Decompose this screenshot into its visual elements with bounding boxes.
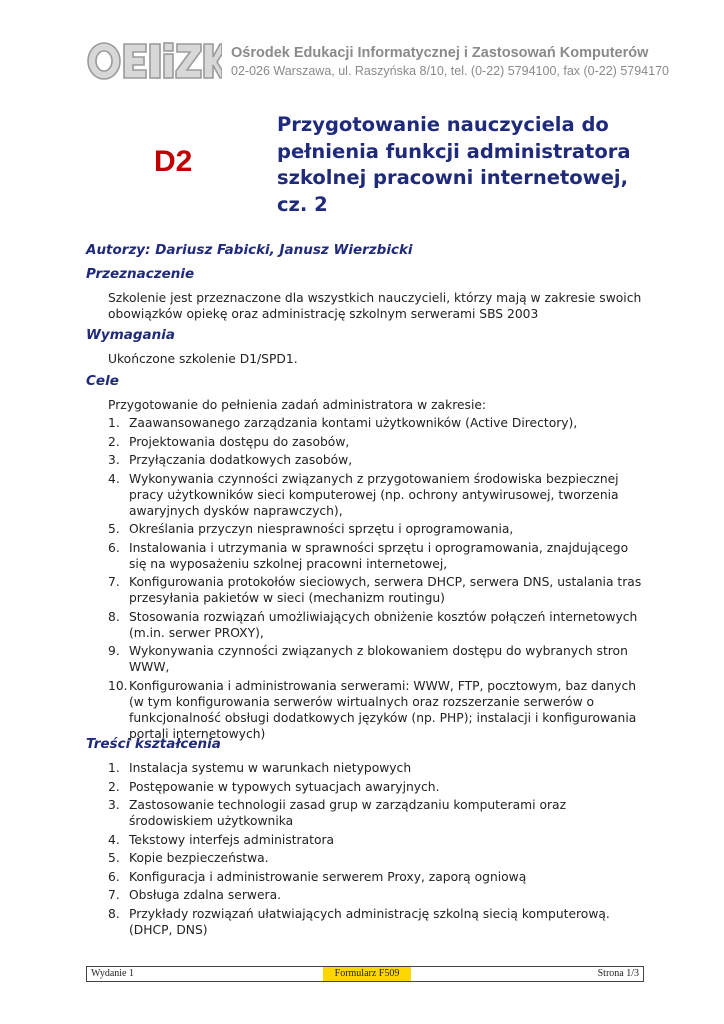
oeiizk-logo xyxy=(86,40,222,82)
list-item xyxy=(108,797,648,829)
list-item-number: 2. xyxy=(108,779,120,794)
list-item-text: Obsługa zdalna serwera. xyxy=(129,888,282,902)
list-item-number: 6. xyxy=(108,869,120,884)
list-item-number: 5. xyxy=(108,522,120,536)
list-item xyxy=(108,869,648,885)
list-item-text: Kopie bezpieczeństwa. xyxy=(129,851,269,865)
section-heading-cele: Cele xyxy=(86,373,119,389)
list-item-number: 5. xyxy=(108,851,120,865)
list-item xyxy=(108,643,648,675)
list-item xyxy=(108,678,648,742)
wymagania-text: Ukończone szkolenie D1/SPD1. xyxy=(108,352,298,366)
section-heading-wymagania: Wymagania xyxy=(86,327,175,343)
list-item-number: 1. xyxy=(108,761,120,775)
section-heading-tresci: Treści kształcenia xyxy=(86,736,221,752)
list-item-number: 6. xyxy=(108,540,120,555)
list-item xyxy=(108,574,648,606)
list-item-text: Konfiguracja i administrowanie serwerem Proxy, zaporą ogniową xyxy=(129,869,527,884)
list-item-number: 8. xyxy=(108,609,120,624)
list-item xyxy=(108,452,648,468)
section-heading-przeznaczenie: Przeznaczenie xyxy=(86,266,195,282)
list-item xyxy=(108,850,648,866)
page-number-label: Strona 1/3 xyxy=(597,968,639,979)
list-item xyxy=(108,779,648,795)
authors-line: Autorzy: Dariusz Fabicki, Janusz Wierzbicki xyxy=(86,242,413,258)
list-item-number: 10. xyxy=(108,678,128,693)
list-item-number: 3. xyxy=(108,798,120,812)
list-item xyxy=(108,540,648,572)
list-item xyxy=(108,887,648,903)
list-item xyxy=(108,415,648,431)
cele-list xyxy=(108,415,648,744)
list-item-text: Projektowania dostępu do zasobów, xyxy=(129,434,350,449)
przeznaczenie-text: Szkolenie jest przeznaczone dla wszystkich nauczycieli, którzy mają w zakresie swoich obowiązków opiekę oraz administrację szkolnym serwerami SBS 2003 xyxy=(108,291,642,321)
list-item-text: Określania przyczyn niesprawności sprzętu i oprogramowania, xyxy=(129,522,514,536)
list-item-number: 4. xyxy=(108,832,120,847)
list-item xyxy=(108,471,648,519)
list-item-text: Zastosowanie technologii zasad grup w zarządzaniu komputerami oraz środowiskiem użytkownika xyxy=(129,798,567,828)
list-item-number: 4. xyxy=(108,471,120,486)
list-item-number: 8. xyxy=(108,906,120,921)
course-code: D2 xyxy=(154,145,193,178)
list-item-text: Konfigurowania i administrowania serwerami: WWW, FTP, pocztowym, baz danych (w tym konfigurowania serwerów wirtualnych oraz rozszerzanie serwerów o funkcjonalność obsługi dodatkowych języków (np. PHP); instalacji i konfigurowania portali internetowych) xyxy=(129,678,637,741)
edition-label: Wydanie 1 xyxy=(91,968,134,979)
list-item-number: 1. xyxy=(108,416,120,430)
list-item-text: Tekstowy interfejs administratora xyxy=(129,832,335,847)
page-footer xyxy=(86,966,644,982)
list-item xyxy=(108,760,648,776)
list-item-number: 9. xyxy=(108,644,120,658)
tresci-list xyxy=(108,760,648,940)
list-item-text: Wykonywania czynności związanych z przygotowaniem środowiska bezpiecznej pracy użytkowników sieci komputerowej (np. ochrony antywirusowej, tworzenia awaryjnych dysków naprawczych), xyxy=(129,471,619,518)
list-item-text: Wykonywania czynności związanych z blokowaniem dostępu do wybranych stron WWW, xyxy=(129,644,628,674)
list-item xyxy=(108,832,648,848)
organization-address: 02-026 Warszawa, ul. Raszyńska 8/10, tel. (0-22) 5794100, fax (0-22) 5794170 xyxy=(231,64,669,78)
list-item-text: Konfigurowania protokołów sieciowych, serwera DHCP, serwera DNS, ustalania tras przesyłania pakietów w sieci (mechanizm routingu) xyxy=(129,575,642,605)
list-item-number: 7. xyxy=(108,575,120,589)
list-item-number: 3. xyxy=(108,453,120,467)
list-item-text: Instalacja systemu w warunkach nietypowych xyxy=(129,761,412,775)
list-item-text: Stosowania rozwiązań umożliwiających obniżenie kosztów połączeń internetowych (m.in. serwer PROXY), xyxy=(129,609,638,640)
form-number-label: Formularz F509 xyxy=(323,967,411,981)
list-item-text: Instalowania i utrzymania w sprawności sprzętu i oprogramowania, znajdującego się na wyposażeniu szkolnej pracowni internetowej, xyxy=(129,540,629,571)
list-item xyxy=(108,906,648,938)
list-item xyxy=(108,609,648,641)
list-item xyxy=(108,434,648,450)
list-item xyxy=(108,521,648,537)
document-title: Przygotowanie nauczyciela do pełnienia funkcji administratora szkolnej pracowni internetowej, cz. 2 xyxy=(277,113,631,216)
organization-name: Ośrodek Edukacji Informatycznej i Zastosowań Komputerów xyxy=(231,45,649,61)
cele-intro: Przygotowanie do pełnienia zadań administratora w zakresie: xyxy=(108,398,487,412)
list-item-number: 7. xyxy=(108,888,120,902)
list-item-text: Przyłączania dodatkowych zasobów, xyxy=(129,453,353,467)
list-item-number: 2. xyxy=(108,434,120,449)
list-item-text: Postępowanie w typowych sytuacjach awaryjnych. xyxy=(129,779,440,794)
list-item-text: Zaawansowanego zarządzania kontami użytkowników (Active Directory), xyxy=(129,416,578,430)
list-item-text: Przykłady rozwiązań ułatwiających administrację szkolną siecią komputerową. (DHCP, DNS) xyxy=(129,906,610,937)
